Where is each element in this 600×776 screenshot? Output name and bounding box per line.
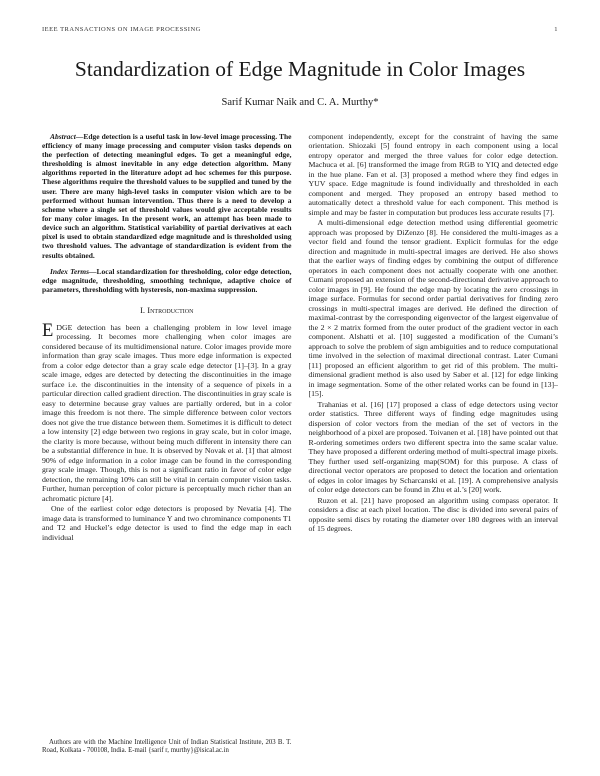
index-terms-text: Local standardization for thresholding, color edge detection, edge magnitude, thresholding, smoothing technique, adaptive choice of parameters, thresholding with hysteresis, non-maxima suppression. — [42, 266, 292, 294]
section-heading-introduction: I. Introduction — [140, 305, 194, 316]
index-terms-label: Index Terms— — [50, 266, 97, 276]
abstract-label: Abstract— — [50, 131, 84, 141]
paragraph: component independently, except for the constraint of having the same orientation. Shiozaki [5] found entropy in each component using a local entropy operator and merged the three values for color edge detection. Machuca et al. [6] transformed the image from RGB to YIQ and detected edge in the hue plane. Fan et al. [3] proposed a method where they find edges in YUV space. Edge magnitude is found individually and thresholded in each component and merged. They proposed an entropy based method to automatically detect a threshold value for each component. This method is simple and may be faster in computation but produces less accurate results [7]. — [308, 131, 558, 217]
intro-paragraph-text: DGE detection has been a challenging problem in low level image processing. It becomes more challenging when color images are considered because of its multidimensional nature. Color images provide more information than gray scale images. Thus more edge information is expected from a color edge detector than a gray scale edge detector [1]–[3]. In a gray scale image, edges are detected by detecting the discontinuities in the image surface i.e. the discontinuities in the intensity of a sequence of pixels in a particular direction called gradient direction. The discontinuities in gray scale is easy to determine because gray values are partially ordered, but in a color image this freedom is not there. The simple difference between color vectors does not give the true distance between them. Sometimes it is difficult to detect a low intensity [2] edge between two regions in gray scale, but in color image, the clarity is more because, without being much different in intensity there can be a substantial difference in hue. It is observed by Novak et al. [1] that almost 90% of edge information in a color image can be found in the corresponding gray scale image. Though, this is not a significant ratio in favor of color edge detection, the remaining 10% can still be vital in certain computer vision tasks. Further, human perception of color picture is perceptually much richer than an achromatic picture [4]. — [42, 322, 292, 503]
left-column — [42, 132, 292, 756]
drop-cap: E — [42, 320, 54, 341]
author-footnote: Authors are with the Machine Intelligence Unit of Indian Statistical Institute, 203 B. T. Road, Kolkata - 700108, India. E-mail {sarif r, murthy}@isical.ac.in — [42, 738, 292, 755]
paragraph: Ruzon et al. [21] have proposed an algorithm using compass operator. It considers a disc at each pixel location. The disc is divided into several pairs of opposite semi discs by rotating the diameter over 180 degrees with an interval of 15 degrees. — [308, 495, 558, 534]
index-terms — [42, 267, 292, 294]
authors-line: Sarif Kumar Naik and C. A. Murthy* — [221, 96, 379, 108]
abstract — [42, 132, 292, 260]
right-column — [309, 132, 559, 756]
paragraph: A multi-dimensional edge detection method using differential geometric approach was proposed by DiZenzo [8]. He considered the multi-images as a vector field and found the tensor gradient. Explicit formulas for the edge direction and magnitude in multi-spectral images are derived. He also shows that the earlier ways of finding edges by combining the output of difference operators in each component does not actually cooperate with one another. Cumani proposed an extension of the second-directional derivative approach to color images in [9]. He found the edge map by locating the zero crossings in image surface. Formulas for second order partial derivatives for finding zero crossings in multi-spectral images are derived. He defined the direction of maximal-contrast by the corresponding eigenvector of the largest eigenvalue of the 2 × 2 matrix formed from the outer product of the gradient vector in each component. Alshatti et al. [10] suggested a modification of the Cumani’s approach to solve the problem of sign ambiguities and to reduce computational time involved in the selection of maximal directional contrast. Later Cumani [11] proposed an efficient algorithm to get rid of this problem. The multi-dimensional gradient method is also used by Saber et al. [12] for edge linking in image segmentation. Some of the other related works can be found in [13]–[15]. — [308, 218, 558, 399]
intro-paragraph — [42, 320, 292, 504]
journal-name: IEEE TRANSACTIONS ON IMAGE PROCESSING — [42, 26, 201, 33]
paragraph: Trahanias et al. [16] [17] proposed a class of edge detectors using vector order statistics. Three different ways of finding edge magnitudes using dispersion of color vectors from the median of the set of vectors in the neighborhood of a pixel are proposed. Toivanen et al. [18] have pointed out that R-ordering sometimes orders two different spectra into the same scalar value. They have proposed a different ordering method of multi-spectral image pixels. They further used self-organizing map(SOM) for this purpose. A class of directional vector operators are proposed to detect the location and orientation of edges in color images by Scharcanski et al. [19]. A comprehensive analysis of color edge detectors can be found in Zhu et al.’s [20] work. — [308, 399, 558, 495]
paper-title: Standardization of Edge Magnitude in Color Images — [74, 57, 526, 81]
running-head — [42, 26, 558, 33]
abstract-text: Edge detection is a useful task in low-level image processing. The efficiency of many image processing and computer vision tasks depends on the perfection of detecting meaningful edges. To get a meaningful edge, thresholding is almost inevitable in any edge detection algorithm. Many algorithms reported in the literature adopt ad hoc schemes for this purpose. These algorithms require the threshold values to be supplied and tuned by the user. There are many high-level tasks in computer vision which are to be performed without human intervention. Thus there is a need to develop a scheme where a single set of threshold values would give acceptable results for many color images. In the present work, an attempt has been made to device such an algorithm. Statistical variability of partial derivatives at each pixel is used to obtain standardized edge magnitude and is thresholded using two threshold values. The advantage of standardization is evident from the results obtained. — [42, 131, 292, 260]
paragraph: One of the earliest color edge detectors is proposed by Nevatia [4]. The image data is transformed to luminance Y and two chrominance components T1 and T2 and Huckel’s edge detector is used to find the edge map in each individual — [42, 504, 292, 542]
page-number: 1 — [554, 26, 558, 33]
two-column-body — [42, 132, 558, 756]
